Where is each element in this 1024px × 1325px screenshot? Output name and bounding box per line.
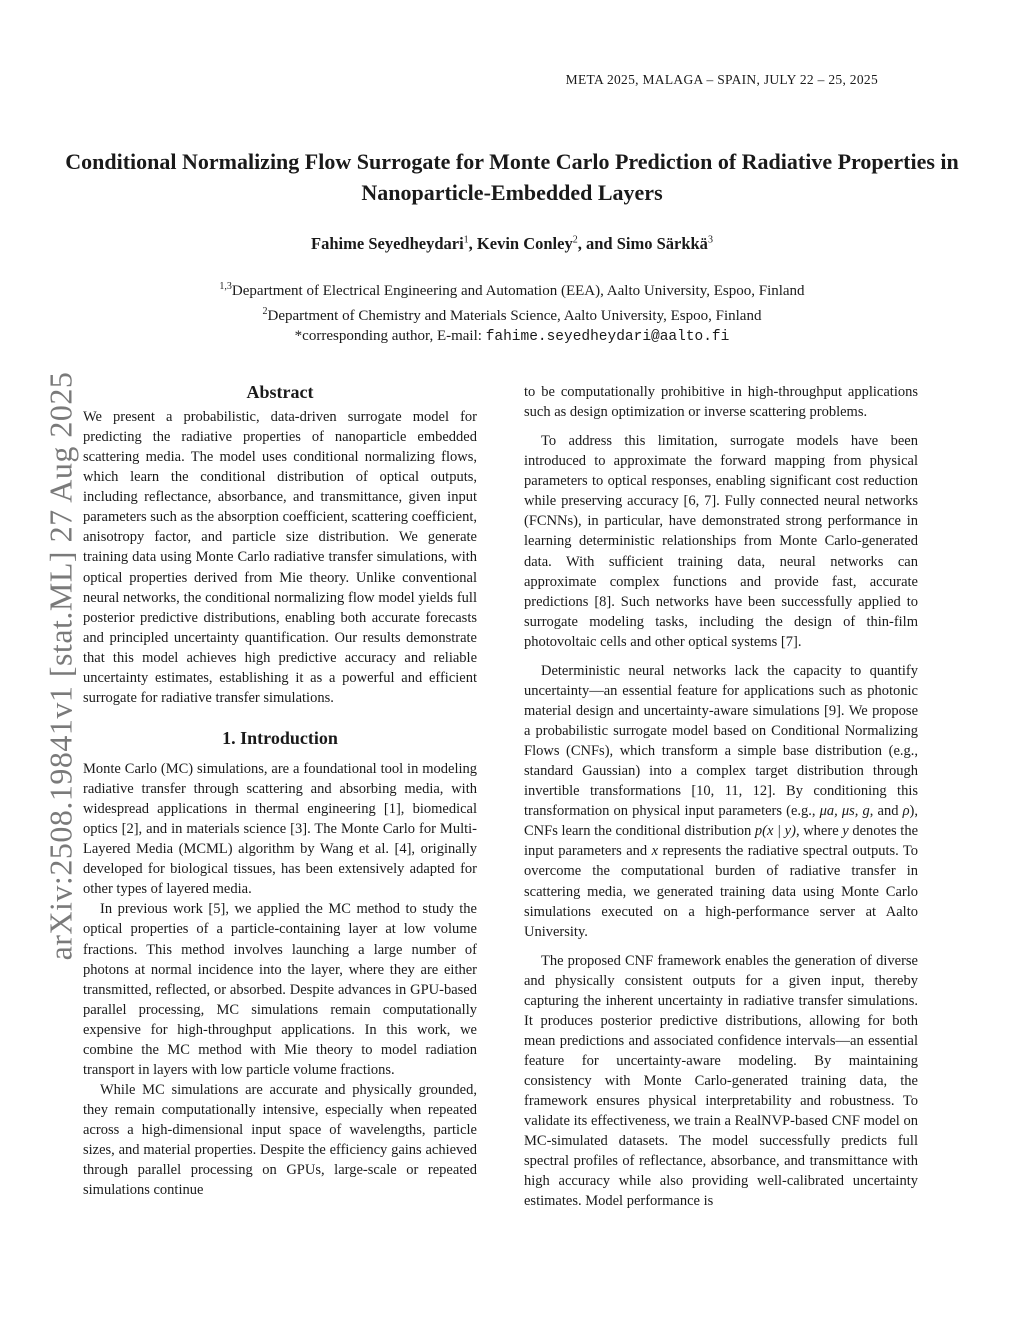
- affiliation-1-text: Department of Electrical Engineering and Automation (EEA), Aalto University, Espoo, Finland: [231, 283, 805, 299]
- author-2: , Kevin Conley: [468, 234, 573, 253]
- affiliation-1-sup: 1,3: [219, 281, 232, 292]
- author-3: , and Simo Särkkä: [577, 234, 708, 253]
- introduction-heading: 1. Introduction: [222, 727, 338, 748]
- intro-paragraph-6: The proposed CNF framework enables the generation of diverse and physically consistent outputs for a given input, thereby capturing the inherent uncertainty in radiative transfer simulations. It produces posterior predictive distributions, allowing for both mean predictions and associated confidence intervals—an essential feature for uncertainty-aware modeling. By maintaining consistency with Monte Carlo-generated training data, the framework ensures physical interpretability and robustness. To validate its effectiveness, we train a RealNVP-based CNF model on MC-simulated datasets. The model successfully predicts full spectral profiles of reflectance, absorbance, and transmittance with high accuracy while also providing well-calibrated uncertainty estimates. Model performance is: [524, 952, 918, 1210]
- affiliations: [60, 277, 964, 348]
- intro-paragraph-3-cont: to be computationally prohibitive in high-throughput applications such as design optimization or inverse scattering problems.: [524, 384, 918, 421]
- author-3-sup: 3: [707, 234, 713, 246]
- p5-text-f: represents the radiative spectral outputs. To overcome the computational burden of radiative transfer in scattering media, we generated training data using Monte Carlo simulations executed on a high-performance server at Aalto University.: [524, 843, 918, 940]
- p5-math-rho: ρ: [902, 803, 910, 820]
- abstract-heading: Abstract: [246, 382, 314, 402]
- p5-math-params: μa, μs, g: [819, 803, 870, 820]
- affiliation-1: [60, 277, 964, 302]
- p5-text-c: ), CNFs learn the conditional distribution: [524, 803, 919, 840]
- author-1-sup: 1: [463, 234, 469, 246]
- p5-text-b: , and: [869, 803, 903, 820]
- paper-title: Conditional Normalizing Flow Surrogate for Monte Carlo Prediction of Radiative Properties in Nanoparticle-Embedded Layers: [65, 149, 959, 205]
- left-column: [83, 380, 477, 1200]
- intro-paragraph-4: To address this limitation, surrogate models have been introduced to approximate the forward mapping from physical parameters to optical responses, enabling significant cost reduction while preserving accuracy [6, 7]. Fully connected neural networks (FCNNs), in particular, have demonstrated strong performance in learning deterministic relationships from Monte Carlo-generated data. With sufficient training data, neural networks can approximate complex functions and provide fast, accurate predictions [8]. Such networks have been successfully applied to surrogate modeling tasks, including the design of thin-film photovoltaic cells and other optical systems [7].: [524, 433, 918, 650]
- affiliation-2: [60, 302, 964, 327]
- p5-math-x: x: [651, 843, 659, 860]
- author-2-sup: 2: [572, 234, 578, 246]
- p5-math-y: y: [842, 823, 849, 840]
- affiliation-2-sup: 2: [262, 305, 268, 317]
- conference-header: META 2025, MALAGA – SPAIN, JULY 22 – 25, 2025: [565, 72, 878, 87]
- abstract-text: We present a probabilistic, data-driven surrogate model for predicting the radiative properties of nanoparticle embedded scattering media. The model uses conditional normalizing flows, which learn the conditional distribution of optical outputs, including reflectance, absorbance, and transmittance, given input parameters such as the absorption coefficient, scattering coefficient, anisotropy factor, and particle size distribution. We generate training data using Monte Carlo radiative transfer simulations, with optical properties derived from Mie theory. Unlike conventional neural networks, the conditional normalizing flow model yields full posterior predictive distributions, enabling both accurate forecasts and principled uncertainty quantification. Our results demonstrate that this model achieves high predictive accuracy and reliable uncertainty estimates, establishing it as a powerful and efficient surrogate for radiative transfer simulations.: [83, 409, 477, 706]
- intro-paragraph-1: Monte Carlo (MC) simulations, are a foundational tool in modeling radiative transfer through scattering and absorbing media, with widespread applications in thermal engineering [1], biomedical optics [2], and in materials science [3]. The Monte Carlo for Multi-Layered Media (MCML) algorithm by Wang et al. [4], originally developed for biological tissues, has been extensively adapted for other types of layered media.: [83, 760, 477, 898]
- author-list: [60, 234, 964, 254]
- p5-text-d: , where: [795, 823, 843, 840]
- p5-math-conditional: p(x | y): [754, 823, 796, 840]
- arxiv-stamp-text: arXiv:2508.19841v1 [stat.ML] 27 Aug 2025: [42, 371, 79, 961]
- intro-paragraph-3: While MC simulations are accurate and physically grounded, they remain computationally intensive, especially when repeated across a high-dimensional input space of wavelengths, particle sizes, and material properties. Despite the efficiency gains achieved through parallel processing on GPUs, large-scale or repeated simulations continue: [83, 1081, 477, 1199]
- p5-text-a: Deterministic neural networks lack the capacity to quantify uncertainty—an essential feature for applications such as photonic material design and uncertainty-aware simulations [9]. We propose a probabilistic surrogate model based on Conditional Normalizing Flows (CNFs), which transform a simple base distribution (e.g., standard Gaussian) into a complex target distribution through invertible transformations [10, 11, 12]. By conditioning this transformation on physical input parameters (e.g.,: [524, 662, 918, 820]
- intro-paragraph-5: [524, 661, 918, 942]
- corresponding-author: [60, 326, 964, 348]
- author-1: Fahime Seyedheydari: [311, 234, 464, 253]
- intro-paragraph-2: In previous work [5], we applied the MC method to study the optical properties of a particle-containing layer at low volume fractions. This method involves launching a large number of photons at normal incidence into the layer, where they are either transmitted, reflected, or absorbed. Despite advances in GPU-based parallel processing, MC simulations remain computationally expensive for high-throughput applications. In this work, we combine the MC method with Mie theory to model radiation transport in layers with low particle volume fractions.: [83, 901, 477, 1078]
- email-link[interactable]: fahime.seyedheydari@aalto.fi: [485, 329, 730, 345]
- corresponding-label: *corresponding author, E-mail:: [294, 328, 486, 344]
- affiliation-2-text: Department of Chemistry and Materials Science, Aalto University, Espoo, Finland: [267, 307, 762, 324]
- right-column: [524, 382, 918, 1212]
- p5-text-e: denotes the input parameters and: [524, 823, 919, 860]
